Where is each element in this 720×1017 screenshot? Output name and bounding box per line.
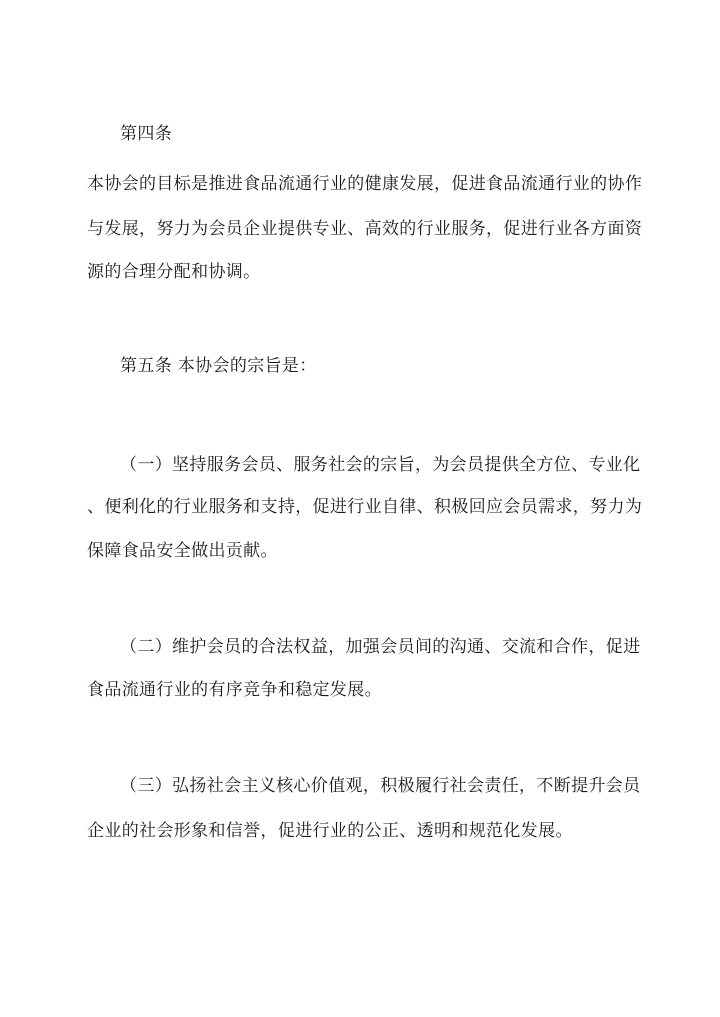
item-1-line-3: 保障食品安全做出贡献。 bbox=[87, 541, 278, 561]
article-4-line-2: 与发展，努力为会员企业提供专业、高效的行业服务，促进行业各方面资 bbox=[87, 219, 643, 239]
item-1-line-2: 、便利化的行业服务和支持，促进行业自律、积极回应会员需求，努力为 bbox=[87, 497, 643, 517]
item-2-line-1: （二）维护会员的合法权益，加强会员间的沟通、交流和合作，促进 bbox=[120, 637, 641, 657]
item-2-line-2: 食品流通行业的有序竞争和稳定发展。 bbox=[87, 680, 382, 700]
article-5-heading: 第五条 本协会的宗旨是： bbox=[120, 356, 317, 376]
item-1-line-1: （一）坚持服务会员、服务社会的宗旨，为会员提供全方位、专业化 bbox=[120, 455, 641, 475]
item-3-line-2: 企业的社会形象和信誉，促进行业的公正、透明和规范化发展。 bbox=[87, 821, 573, 841]
article-4-line-3: 源的合理分配和协调。 bbox=[87, 262, 261, 282]
article-4-heading: 第四条 bbox=[120, 124, 173, 144]
item-3-line-1: （三）弘扬社会主义核心价值观，积极履行社会责任，不断提升会员 bbox=[120, 776, 641, 796]
article-4-line-1: 本协会的目标是推进食品流通行业的健康发展，促进食品流通行业的协作 bbox=[87, 174, 643, 194]
